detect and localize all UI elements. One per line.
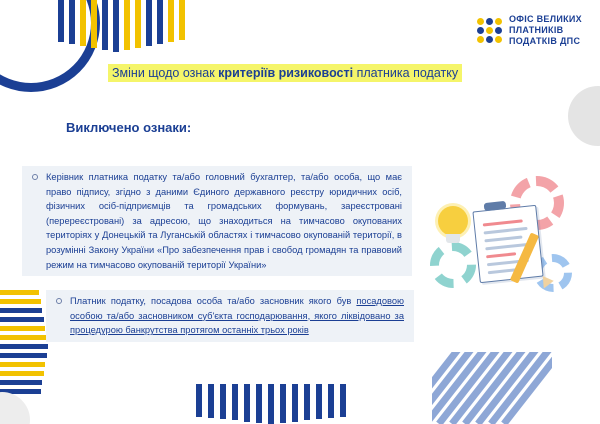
bullet-icon [56, 298, 62, 304]
stripe [0, 344, 48, 349]
stripe [157, 0, 163, 44]
stripe [91, 0, 97, 48]
stripe [80, 0, 86, 46]
stripe [0, 308, 42, 313]
top-stripes-decoration [58, 0, 190, 52]
list-item [22, 166, 412, 276]
logo-text [509, 14, 582, 47]
stripe [256, 384, 262, 423]
logo-dot [486, 27, 493, 34]
list-item-text [46, 290, 414, 342]
gear-icon [430, 242, 476, 288]
stripe [0, 290, 39, 295]
list-item-text: Керівник платника податку та/або головний бухгалтер, та/або особа, що має право підпису, згідно з даними Єдиного державного реєстру юридичних осіб, фізичних осіб-підприємців та громадських формувань, зареєстровані (перереєстровані) за адресою, що знаходиться на тимчасово окупованих територіях у Донецькій та Луганській областях і тимчасово окупованій території, в розумінні Закону України «Про забезпечення прав і свобод громадян та правовий режим на тимчасово окупованій території України» [46, 172, 402, 270]
stripe [0, 317, 44, 322]
stripe [328, 384, 334, 418]
logo-dots-icon [477, 18, 502, 43]
stripe [124, 0, 130, 50]
stripe [292, 384, 298, 422]
lightbulb-base-icon [446, 234, 460, 243]
stripe [244, 384, 250, 422]
logo-dot [486, 18, 493, 25]
logo-dot [477, 36, 484, 43]
stripe [0, 326, 45, 331]
logo-dot [477, 18, 484, 25]
logo-dot [477, 27, 484, 34]
bottom-stripes-decoration [196, 384, 348, 424]
stripe [268, 384, 274, 424]
bullet-icon [32, 174, 38, 180]
stripe [0, 353, 47, 358]
stripe [232, 384, 238, 420]
logo-dot [486, 36, 493, 43]
logo-dot [495, 36, 502, 43]
stripe [0, 299, 41, 304]
stripe [69, 0, 75, 44]
list-item [46, 290, 414, 342]
logo-dot [495, 27, 502, 34]
title-part-1: Зміни щодо ознак [112, 66, 219, 80]
stripe [168, 0, 174, 42]
logo-line-1: ОФІС ВЕЛИКИХ [508, 14, 582, 24]
stripe [58, 0, 64, 42]
logo-dot [495, 18, 502, 25]
title-highlight [108, 64, 462, 82]
stripe [135, 0, 141, 48]
stripe [0, 380, 42, 385]
left-stripes-decoration [0, 290, 48, 394]
stripe [0, 371, 44, 376]
stripe [220, 384, 226, 419]
subtitle: Виключено ознаки: [66, 120, 192, 135]
stripe [316, 384, 322, 419]
stripe [340, 384, 346, 417]
title-part-2: критеріїв ризиковості [218, 66, 354, 80]
stripe [208, 384, 214, 418]
page-title [108, 62, 528, 84]
stripe [304, 384, 310, 420]
logo [477, 14, 582, 47]
stripe [196, 384, 202, 417]
lightbulb-icon [438, 206, 468, 236]
stripe [0, 362, 45, 367]
stripe [113, 0, 119, 52]
stripe [280, 384, 286, 423]
logo-line-3: ПОДАТКІВ ДПС [508, 36, 581, 46]
stripe [146, 0, 152, 46]
stripe [102, 0, 108, 50]
list-item-text-underlined: посадовою особою та/або засновником суб'єкта господарювання, якого ліквідовано за процедурою банкрутства протягом останніх трьох років [70, 296, 404, 336]
grey-circle-decoration-right [568, 86, 600, 146]
stripe [0, 335, 47, 340]
title-part-3: платника податку [353, 66, 459, 80]
chevron-decoration [432, 352, 552, 424]
logo-line-2: ПЛАТНИКІВ [508, 25, 564, 35]
grey-circle-decoration-bottom-left [0, 392, 30, 424]
list-item-text-plain: Платник податку, посадова особа та/або засновник якого був [70, 296, 357, 306]
stripe [179, 0, 185, 40]
document-gears-illustration [424, 176, 584, 300]
